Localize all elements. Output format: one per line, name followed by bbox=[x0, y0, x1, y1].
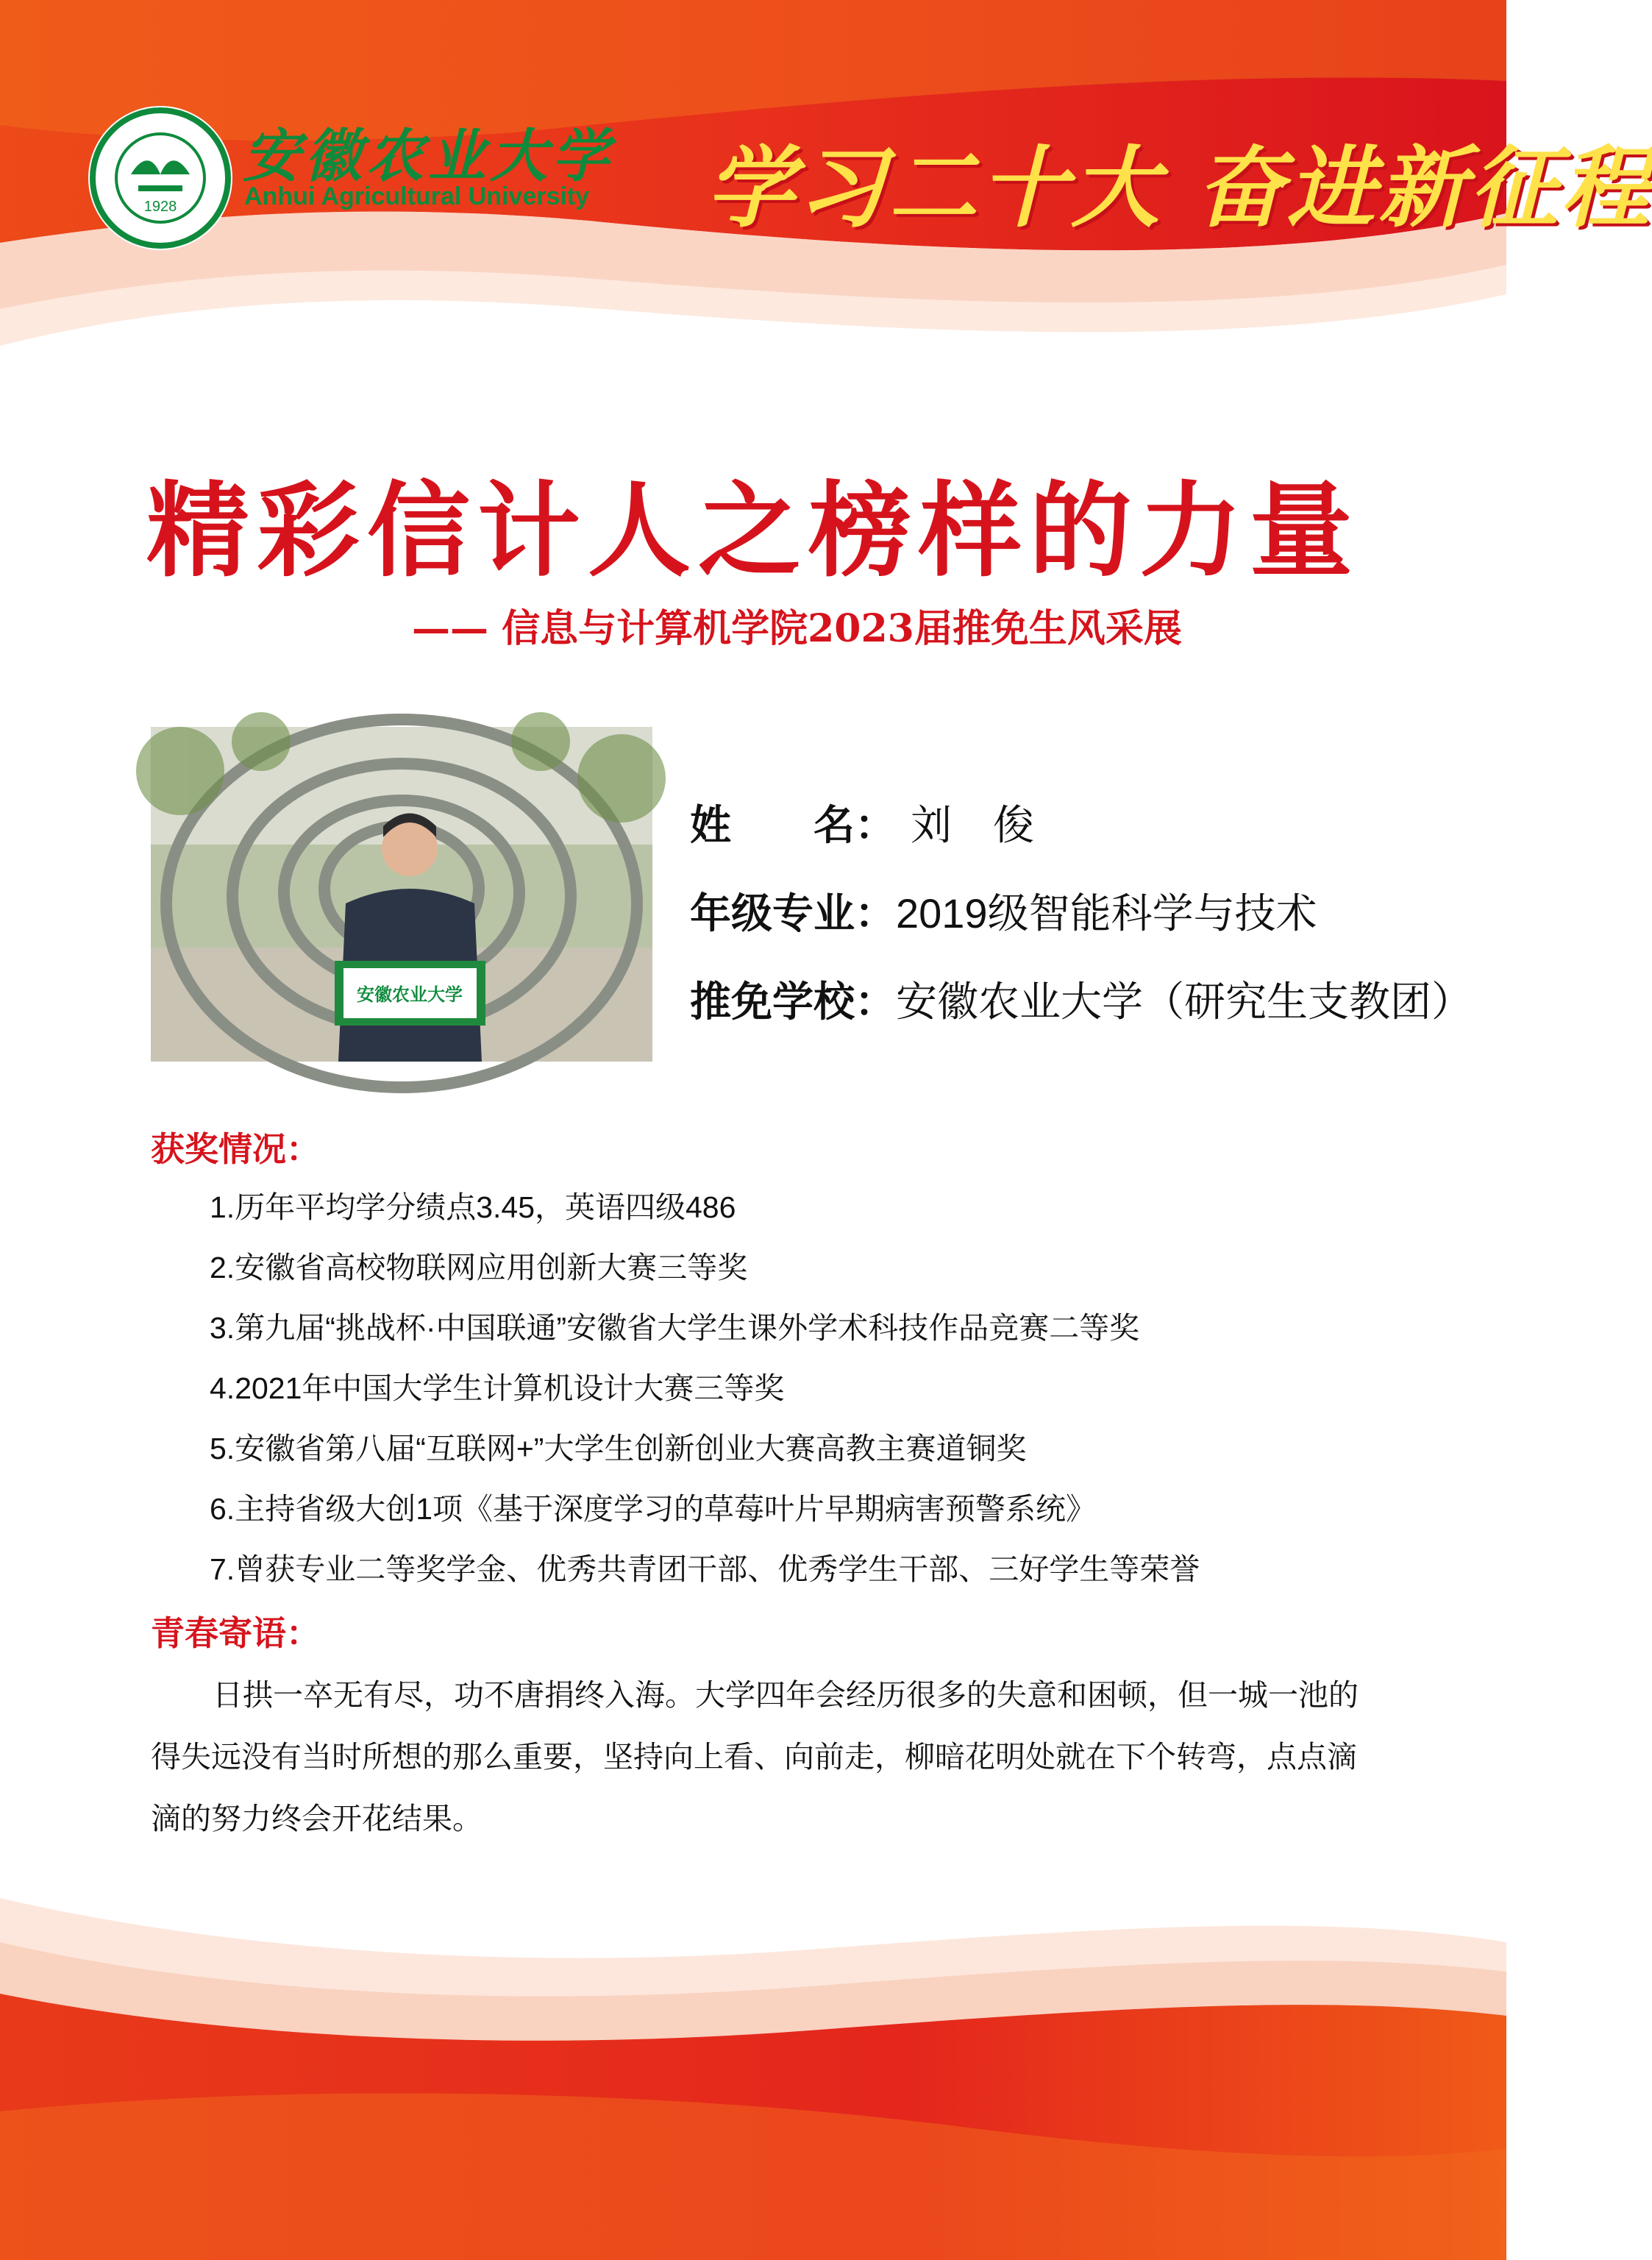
university-name-en: Anhui Agricultural University bbox=[244, 182, 590, 210]
profile-school-row bbox=[690, 970, 1473, 1028]
profile-major-row bbox=[690, 881, 1317, 940]
page-title: 精彩信计人之榜样的力量 bbox=[146, 471, 1360, 591]
header-banner bbox=[0, 0, 1506, 515]
page-subtitle: —— 信息与计算机学院2023届推免生风采展 bbox=[412, 606, 1182, 651]
university-name-cn: 安徽农业大学 bbox=[243, 123, 614, 190]
major-value: 2019级智能科学与技术 bbox=[896, 890, 1317, 937]
motto-heading: 青春寄语： bbox=[151, 1614, 320, 1652]
footer-banner bbox=[0, 1869, 1506, 2260]
major-label: 年级专业： bbox=[690, 890, 896, 937]
award-item: 2.安徽省高校物联网应用创新大赛三等奖 bbox=[210, 1251, 748, 1284]
award-item: 7.曾获专业二等奖学金、优秀共青团干部、优秀学生干部、三好学生等荣誉 bbox=[210, 1552, 1200, 1586]
awards-heading: 获奖情况： bbox=[151, 1130, 320, 1168]
award-item: 3.第九届“挑战杯·中国联通”安徽省大学生课外学术科技作品竞赛二等奖 bbox=[210, 1311, 1140, 1345]
student-photo bbox=[151, 727, 652, 1062]
award-item: 1.历年平均学分绩点3.45，英语四级486 bbox=[210, 1190, 736, 1224]
award-item: 6.主持省级大创1项《基于深度学习的草莓叶片早期病害预警系统》 bbox=[210, 1492, 1096, 1526]
svg-text:安徽农业大学: 安徽农业大学 bbox=[357, 984, 463, 1005]
motto-text: 日拱一卒无有尽，功不唐捐终入海。大学四年会经历很多的失意和困顿，但一城一池的得失远没有当时所想的那么重要，坚持向上看、向前走，柳暗花明处就在下个转弯，点点滴滴的努力终会开花结果。 bbox=[151, 1678, 1359, 1836]
award-item: 4.2021年中国大学生计算机设计大赛三等奖 bbox=[210, 1371, 785, 1405]
school-value: 安徽农业大学（研究生支教团） bbox=[896, 978, 1473, 1025]
slogan: 学习二十大 奋进新征程 bbox=[706, 136, 1652, 240]
award-item: 5.安徽省第八届“互联网+”大学生创新创业大赛高教主赛道铜奖 bbox=[210, 1432, 1027, 1465]
school-label: 推免学校： bbox=[690, 978, 896, 1025]
svg-text:1928: 1928 bbox=[143, 199, 177, 215]
profile-name-row bbox=[690, 793, 1034, 852]
name-label: 姓 名： bbox=[690, 802, 896, 848]
university-logo-seal bbox=[87, 104, 234, 252]
name-value: 刘 俊 bbox=[911, 802, 1034, 848]
